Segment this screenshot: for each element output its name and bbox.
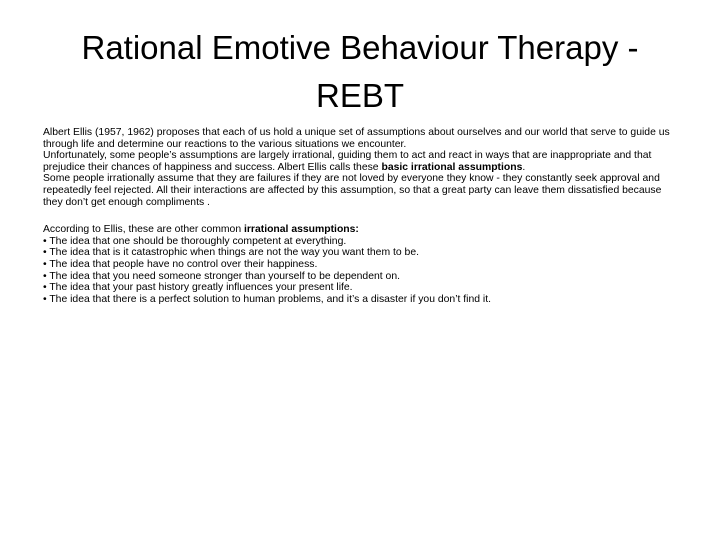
intro-paragraph-1: Albert Ellis (1957, 1962) proposes that each of us hold a unique set of assumptions about ourselves and our world that serve to guide us through life and determine our reactions to the various situations we encounter. [43,127,670,150]
list-item: • The idea that people have no control over their happiness. [43,258,318,270]
title-line-1: Rational Emotive Behaviour Therapy - [81,29,639,66]
list-item: • The idea that your past history greatly influences your present life. [43,282,353,294]
spacer [43,208,683,224]
intro-paragraph-2 [43,150,683,173]
irrational-assumptions-term: irrational assumptions: [243,224,359,236]
slide-body [43,127,683,305]
list-item: • The idea that there is a perfect solution to human problems, and it’s a disaster if you don’t find it. [43,293,491,305]
intro-paragraph-2-end: . [522,161,526,173]
list-item: • The idea that is it catastrophic when things are not the way you want them to be. [43,247,419,259]
intro-paragraph-2-text: Unfortunately, some people’s assumptions are largely irrational, guiding them to act and react in ways that are inappropriate and that prejudice their chances of happiness and success. Albert Ellis calls these [43,150,652,173]
intro-paragraph-3: Some people irrationally assume that they are failures if they are not loved by everyone they know - they constantly seek approval and repeatedly feel rejected. All their interactions are affected by this assumption, so that a great party can leave them dissatisfied because they don’t get enough compliments . [43,173,662,208]
list-lead-text: According to Ellis, these are other common [43,224,242,236]
basic-irrational-assumptions-term: basic irrational assumptions [381,161,523,173]
list-lead [43,224,683,236]
list-item: • The idea that one should be thoroughly competent at everything. [43,235,347,247]
title-line-2: REBT [315,77,404,114]
list-item: • The idea that you need someone stronger than yourself to be dependent on. [43,270,400,282]
slide-title [20,24,700,120]
